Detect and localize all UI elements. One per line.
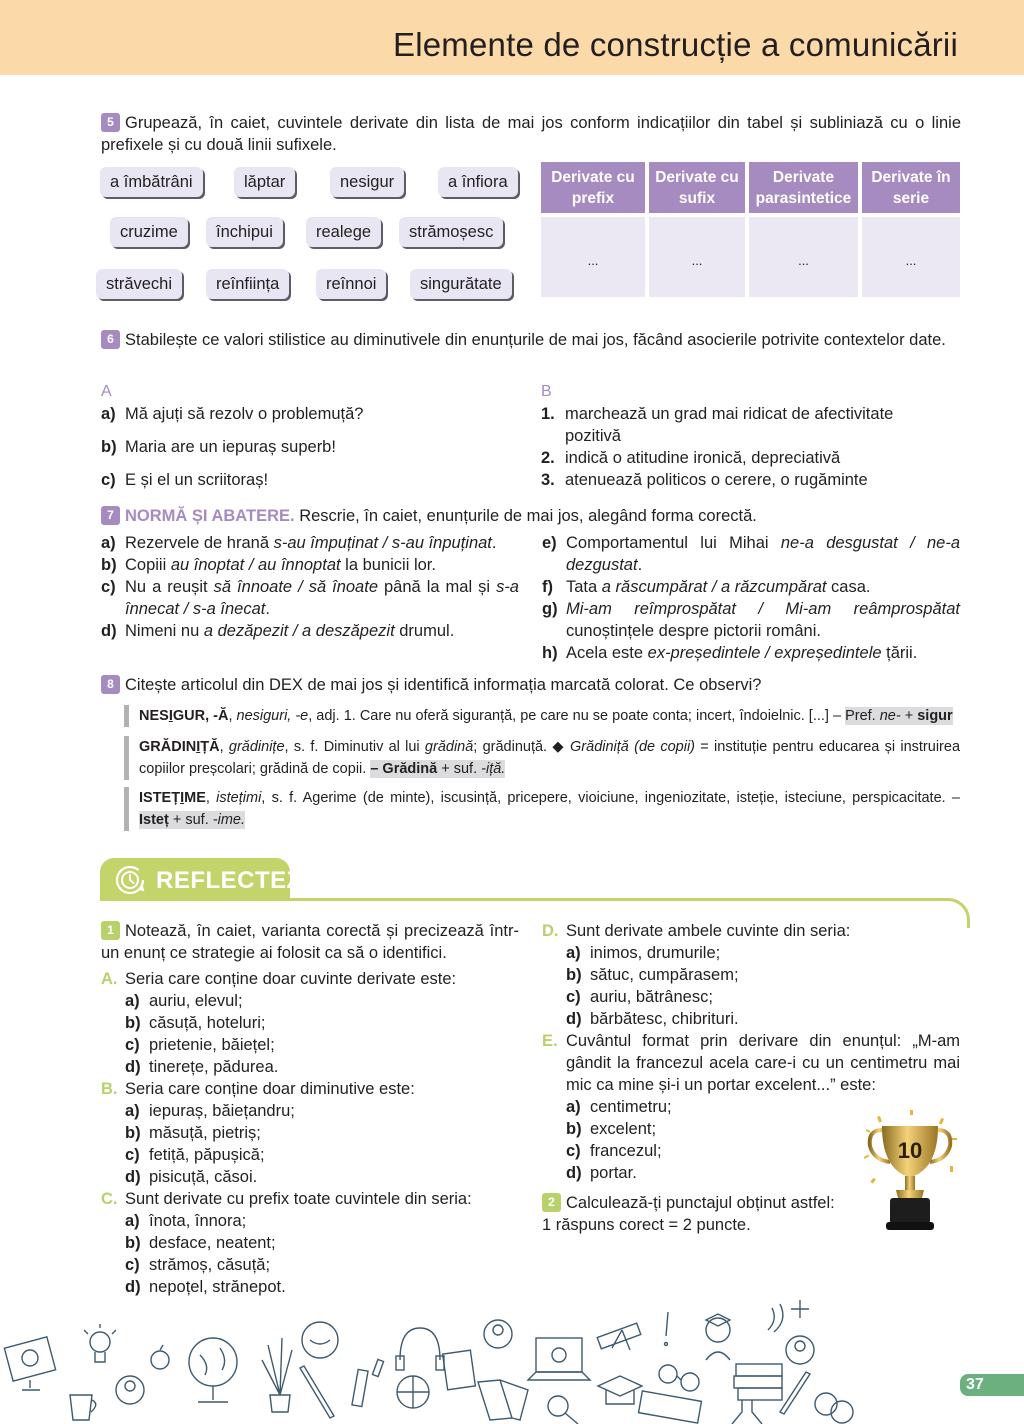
books-icon <box>734 1364 782 1400</box>
answer-option: b) desface, neatent; <box>125 1234 276 1252</box>
diploma-icon <box>597 1323 641 1350</box>
list-item: b) Copiii au înoptat / au înnoptat la bunicii lor. <box>101 556 436 574</box>
list-item: e) Comportamentul lui Mihai ne-a desgustat / ne-a dezgustat. <box>542 534 960 574</box>
exercise-7-left <box>101 532 519 642</box>
table-header: Derivate parasintetice <box>749 162 858 213</box>
question-a: A. Seria care conține doar cuvinte derivate este: a) auriu, elevul; b) căsuță, hoteluri; c) prietenie, băiețel; d) tinerețe, pădurea. <box>101 968 519 1078</box>
word-list <box>100 165 525 305</box>
table-cell: ... <box>541 217 645 297</box>
dex-headword: NESIGUR <box>139 708 206 724</box>
globe-small-icon <box>397 1376 429 1408</box>
flask-icon <box>732 1400 762 1424</box>
reflect-section-tab <box>100 858 302 901</box>
graduation-cap-icon <box>598 1376 642 1404</box>
plant-icon <box>262 1338 292 1412</box>
word-chip: reînnoi <box>316 269 386 299</box>
avatar-icon <box>484 1320 512 1348</box>
list-item: 2. indică o atitudine ironică, depreciativă <box>541 449 841 467</box>
keyboard-hands-icon <box>639 1391 702 1423</box>
word-chip: străvechi <box>96 269 182 299</box>
word-chip: strămoșesc <box>399 217 503 247</box>
word-chip: singurătate <box>410 269 512 299</box>
reflect-q2-instruction: 2 Calculează-ți punctajul obținut astfel: 1 răspuns corect = 2 puncte. <box>542 1194 835 1234</box>
word-chip: cruzime <box>110 217 188 247</box>
clock-refresh-icon <box>114 864 146 896</box>
exercise-6 <box>101 329 961 351</box>
answer-option: a) auriu, elevul; <box>125 992 243 1010</box>
answer-option: a) iepuraș, băiețandru; <box>125 1102 295 1120</box>
exercise-5-instruction: 5 Grupează, în caiet, cuvintele derivate din lista de mai jos conform indicațiilor din tabel și subliniază cu o linie prefixele și cu două linii sufixele. <box>101 114 961 154</box>
reflect-title: REFLECTEZ <box>156 867 302 894</box>
list-item: g) Mi-am reîmprospătat / Mi-am reâmprospătat cunoștințele despre pictorii români. <box>542 600 960 640</box>
exercise-number-badge: 5 <box>101 113 120 132</box>
answer-option: b) sătuc, cumpărasem; <box>566 966 739 984</box>
trophy-label: 10 <box>897 1138 923 1163</box>
page-header <box>0 0 1024 75</box>
answer-option: d) nepoțel, strănepot. <box>125 1278 286 1296</box>
answer-option: d) tinerețe, pădurea. <box>125 1058 279 1076</box>
exercise-7-instruction: 7 NORMĂ ȘI ABATERE. Rescrie, în caiet, enunțurile de mai jos, alegând forma corectă. <box>101 505 961 527</box>
exercise-7-title: NORMĂ ȘI ABATERE. <box>125 507 295 525</box>
word-chip: realege <box>306 217 381 247</box>
table-cell: ... <box>649 217 745 297</box>
pencil-icon <box>300 1366 334 1418</box>
exercise-6-instruction: 6 Stabilește ce valori stilistice au diminutivele din enunțurile de mai jos, făcând asocierile potrivite contextelor date. <box>101 329 961 351</box>
exercise-number-badge: 2 <box>542 1193 561 1212</box>
headphones-icon <box>396 1328 444 1370</box>
question-e: E. Cuvântul format prin derivare din enunțul: „M-am gândit la francezul acela care-i cu un centimetru mai mic ca mine și-i un portar excelent...” este: a) centimetru; b) excelent; c) francezul; d) portar. <box>542 1032 960 1182</box>
question-d: D. Sunt derivate ambele cuvinte din seria: a) inimos, drumurile; b) sătuc, cumpărasem; c) auriu, bătrânesc; d) bărbătesc, chibrituri. <box>542 920 960 1030</box>
highlighted-etymology: Pref. ne- + sigur <box>845 708 953 724</box>
word-chip: închipui <box>206 217 283 247</box>
answer-option: c) francezul; <box>566 1142 662 1160</box>
word-chip: reînființa <box>206 269 289 299</box>
list-item: c) Nu a reușit să înnoate / să înoate până la mal și s-a înnecat / s-a înecat. <box>101 578 519 618</box>
dex-entry-istetime: ISTEȚIME, istețimi, s. f. Agerime (de minte), iscusință, pricepere, vioiciune, ingeniozitate, isteție, isteciune, perspicacitate. – Isteț + suf. -ime. <box>124 787 960 831</box>
monitor-icon <box>4 1337 55 1390</box>
list-item: 1. marchează un grad mai ridicat de afectivitate pozitivă <box>541 405 894 445</box>
derivatives-table <box>541 162 960 297</box>
list-item: a) Mă ajuți să rezolv o problemuță? <box>101 405 364 423</box>
list-item: b) Maria are un iepuraș superb! <box>101 438 336 456</box>
table-header: Derivate în serie <box>862 162 960 213</box>
answer-option: b) căsuță, hoteluri; <box>125 1014 266 1032</box>
exercise-number-badge: 8 <box>101 675 120 694</box>
answer-option: c) strămoș, căsuță; <box>125 1256 271 1274</box>
face-icon <box>302 1322 338 1358</box>
dex-headword: GRĂDINIȚĂ <box>139 739 220 755</box>
avatar-icon <box>116 1376 144 1404</box>
wifi-icon <box>768 1304 783 1332</box>
column-b-heading: B <box>541 383 552 400</box>
answer-option: c) prietenie, băiețel; <box>125 1036 275 1054</box>
coffee-cup-icon <box>70 1395 96 1420</box>
glasses-icon <box>659 1365 699 1391</box>
page-number: 37 <box>960 1374 1024 1396</box>
list-item: h) Acela este ex-președintele / expreședintele țării. <box>542 644 918 662</box>
globe-icon <box>189 1338 237 1402</box>
exclamation-icon <box>665 1312 669 1346</box>
avatar-icon <box>786 1336 814 1364</box>
exercise-7-right <box>542 532 960 664</box>
list-item: c) E și el un scriitoraș! <box>101 471 269 489</box>
answer-option: d) pisicuță, căsoi. <box>125 1168 258 1186</box>
list-item: a) Rezervele de hrană s-au împuținat / s-au înpuținat. <box>101 534 497 552</box>
student-icon <box>706 1314 730 1360</box>
trophy-icon <box>860 1108 960 1238</box>
apple-icon <box>151 1345 169 1369</box>
chat-bubbles-icon <box>815 1393 853 1423</box>
exercise-number-badge: 7 <box>101 506 120 525</box>
word-chip: lăptar <box>234 167 295 197</box>
highlighter-icon <box>352 1359 384 1406</box>
answer-option: d) bărbătesc, chibrituri. <box>566 1010 739 1028</box>
dex-entry-gradinita: GRĂDINIȚĂ, grădinițe, s. f. Diminutiv al lui grădină; grădinuță. ◆ Grădiniță (de copii) = instituție pentru educarea și instruirea copiilor preșcolari; grădină de copii. – Grădină + suf. -iță. <box>124 736 960 780</box>
list-item: 3. atenuează politicos o cerere, o rugăminte <box>541 471 868 489</box>
dex-entry-nesigur: NESIGUR, -Ă, nesiguri, -e, adj. 1. Care nu oferă siguranță, pe care nu se poate conta; incert, îndoielnic. [...] – Pref. ne- + sigur <box>124 705 960 727</box>
magnifier-icon <box>548 1396 578 1424</box>
highlighted-etymology: Isteț + suf. -ime. <box>139 812 245 828</box>
pen-icon <box>780 1372 810 1414</box>
question-b: B. Seria care conține doar diminutive este: a) iepuraș, băiețandru; b) măsuță, pietriș; c) fetiță, păpușică; d) pisicuță, căsoi. <box>101 1078 519 1188</box>
table-cell: ... <box>749 217 858 297</box>
plus-icon <box>791 1300 809 1318</box>
answer-option: a) centimetru; <box>566 1098 672 1116</box>
answer-option: a) inimos, drumurile; <box>566 944 721 962</box>
exercise-8-instruction: 8 Citește articolul din DEX de mai jos și identifică informația marcată colorat. Ce observi? <box>101 674 961 696</box>
chapter-title: Elemente de construcție a comunicării <box>393 26 958 63</box>
answer-option: b) excelent; <box>566 1120 657 1138</box>
word-chip: a înfiora <box>438 167 518 197</box>
word-chip: a îmbătrâni <box>100 167 203 197</box>
list-item: d) Nimeni nu a dezăpezit / a deszăpezit drumul. <box>101 622 455 640</box>
question-c: C. Sunt derivate cu prefix toate cuvintele din seria: a) înota, înnora; b) desface, neatent; c) strămoș, căsuță; d) nepoțel, strănepot. <box>101 1188 519 1298</box>
laptop-icon <box>528 1338 590 1380</box>
column-a <box>101 381 521 491</box>
answer-option: a) înota, înnora; <box>125 1212 247 1230</box>
highlighted-etymology: – Grădină + suf. -iță. <box>370 761 506 777</box>
school-doodles-illustration <box>0 1300 940 1424</box>
lightbulb-icon <box>84 1324 116 1362</box>
word-chip: nesigur <box>330 167 404 197</box>
open-book-icon <box>478 1380 528 1420</box>
column-b <box>541 381 941 491</box>
answer-option: c) fetiță, păpușică; <box>125 1146 265 1164</box>
answer-option: d) portar. <box>566 1164 637 1182</box>
table-cell: ... <box>862 217 960 297</box>
exercise-8 <box>101 674 961 696</box>
exercise-number-badge: 6 <box>101 330 120 349</box>
table-header: Derivate cu sufix <box>649 162 745 213</box>
exercise-5 <box>101 112 961 156</box>
answer-option: b) măsuță, pietriș; <box>125 1124 261 1142</box>
reflect-column-left <box>101 920 519 1298</box>
notebook-icon <box>443 1350 476 1390</box>
dex-headword: ISTEȚIME <box>139 790 206 806</box>
reflect-q1-instruction: 1 Notează, în caiet, varianta corectă și precizează într-un enunț ce strategie ai folosit ca să o identifici. <box>101 922 519 962</box>
answer-option: c) auriu, bătrânesc; <box>566 988 713 1006</box>
list-item: f) Tata a răscumpărat / a răzcumpărat casa. <box>542 578 871 596</box>
column-a-heading: A <box>101 383 112 400</box>
table-header: Derivate cu prefix <box>541 162 645 213</box>
exercise-number-badge: 1 <box>101 921 120 940</box>
exercise-7 <box>101 505 961 527</box>
